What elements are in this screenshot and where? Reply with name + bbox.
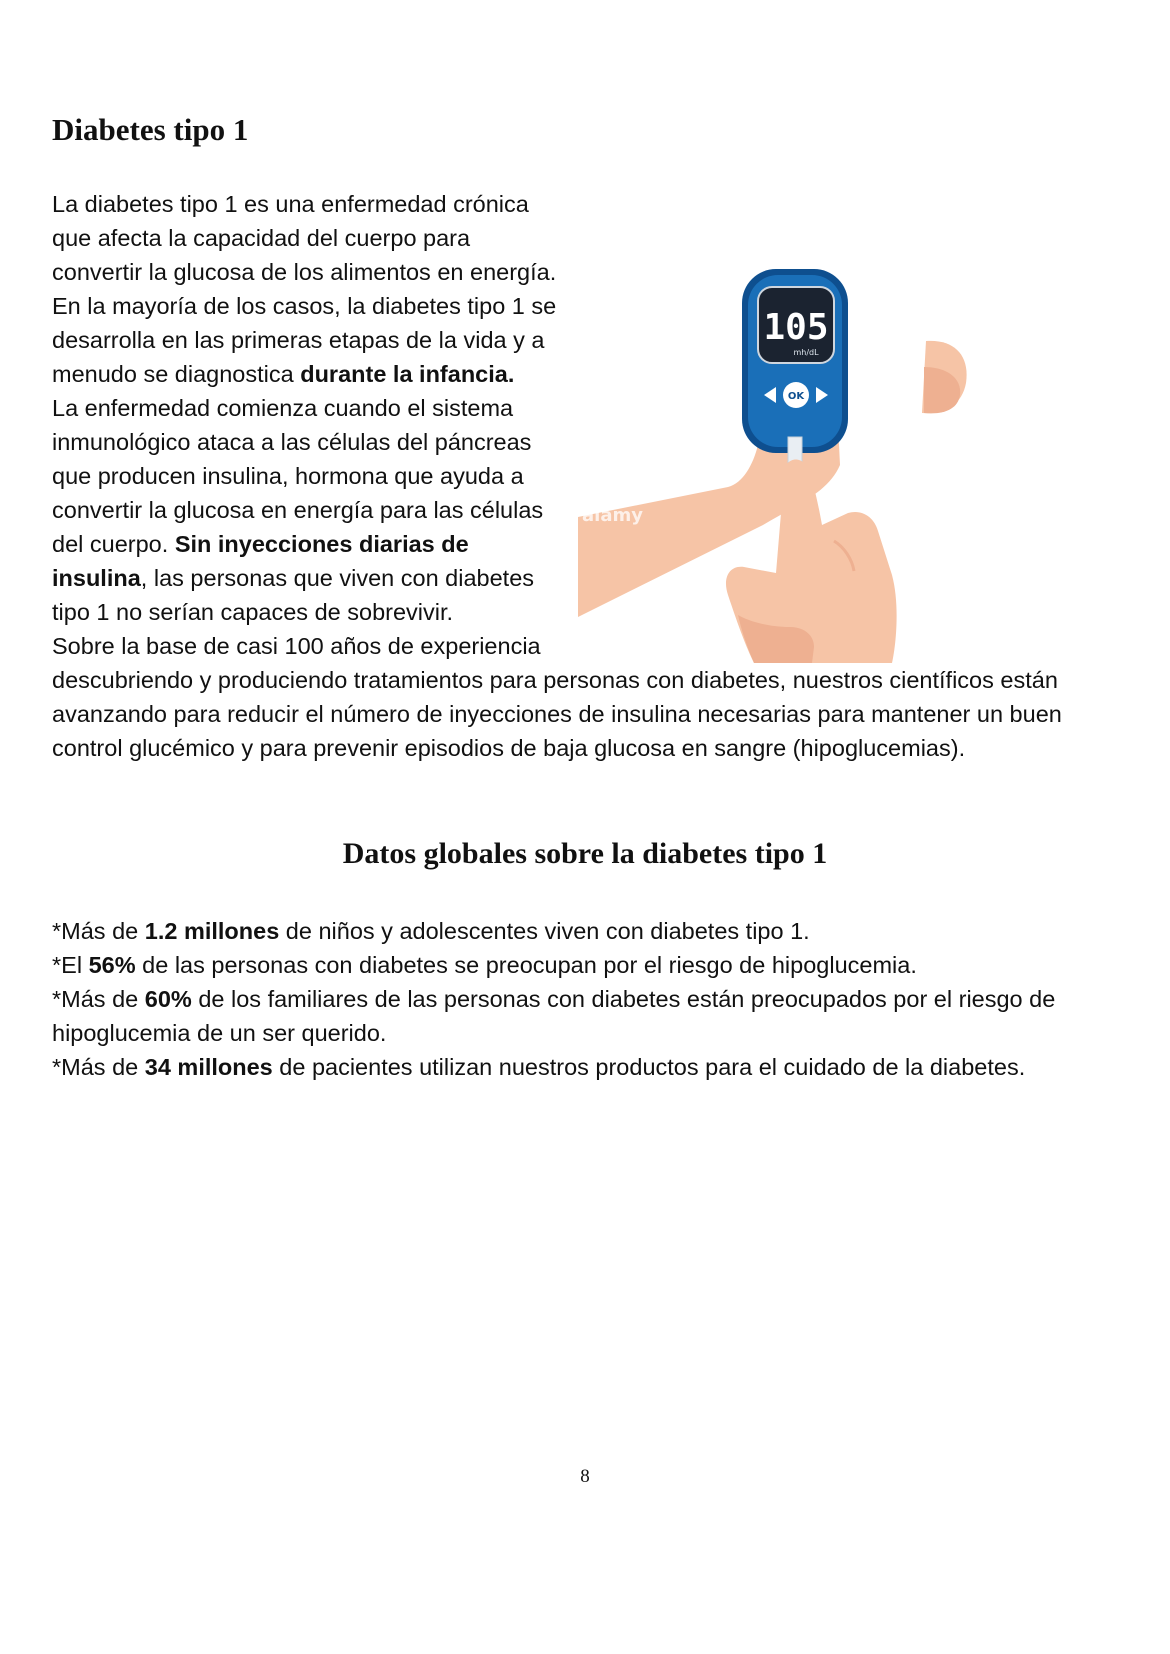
fact-text: de las personas con diabetes se preocupan por el riesgo de hipoglucemia.	[135, 952, 917, 978]
fact-bold-text: 34 millones	[144, 1054, 273, 1080]
fact-text: *Más de	[52, 1054, 145, 1080]
intro-bold-text: Sin inyecciones diarias de insulina	[52, 531, 469, 591]
intro-bold-text: durante la infancia.	[300, 361, 515, 387]
test-strip	[788, 437, 802, 463]
intro-text: , las personas que viven con diabetes tipo 1 no serían capaces de sobrevivir.	[52, 565, 535, 625]
intro-text: La enfermedad comienza cuando el sistema inmunológico ataca a las células del páncreas que producen insulina, hormona que ayuda a convertir la glucosa en energía para las células del cuerpo.	[52, 395, 544, 557]
glucometer-illustration	[578, 255, 998, 663]
intro-paragraph	[52, 187, 1062, 765]
fact-item	[52, 914, 1062, 948]
ok-label: OK	[787, 391, 805, 402]
fact-bold-text: 1.2 millones	[144, 918, 280, 944]
fact-bold-text: 60%	[144, 986, 192, 1012]
page-number: 8	[580, 1466, 590, 1487]
fact-item	[52, 982, 1062, 1050]
fact-text: de los familiares de las personas con diabetes están preocupados por el riesgo de hipoglucemia de un ser querido.	[52, 986, 1056, 1046]
section-heading: Datos globales sobre la diabetes tipo 1	[342, 837, 828, 870]
intro-text: La diabetes tipo 1 es una enfermedad crónica que afecta la capacidad del cuerpo para convertir la glucosa de los alimentos en energía. En la mayoría de los casos, la diabetes tipo 1 se desarrolla en las primeras etapas de la vida y a menudo se diagnostica	[52, 191, 557, 387]
watermark: alamy	[582, 505, 643, 526]
fact-text: *El	[52, 952, 89, 978]
meter-unit: mh/dL	[793, 348, 819, 357]
fact-item	[52, 948, 1062, 982]
fact-item	[52, 1050, 1062, 1084]
fact-text: *Más de	[52, 986, 145, 1012]
facts-list	[52, 914, 1062, 1084]
fact-text: *Más de	[52, 918, 145, 944]
fact-bold-text: 56%	[88, 952, 136, 978]
fact-text: de niños y adolescentes viven con diabetes tipo 1.	[279, 918, 810, 944]
page-heading: Diabetes tipo 1	[52, 112, 249, 147]
meter-reading: 105	[763, 307, 829, 348]
intro-text: Sobre la base de casi 100 años de experiencia descubriendo y produciendo tratamientos para personas con diabetes, nuestros científicos están avanzando para reducir el número de inyecciones de insulina necesarias para mantener un buen control glucémico y para prevenir episodios de baja glucosa en sangre (hipoglucemias).	[52, 633, 1062, 761]
fact-text: de pacientes utilizan nuestros productos para el cuidado de la diabetes.	[272, 1054, 1026, 1080]
